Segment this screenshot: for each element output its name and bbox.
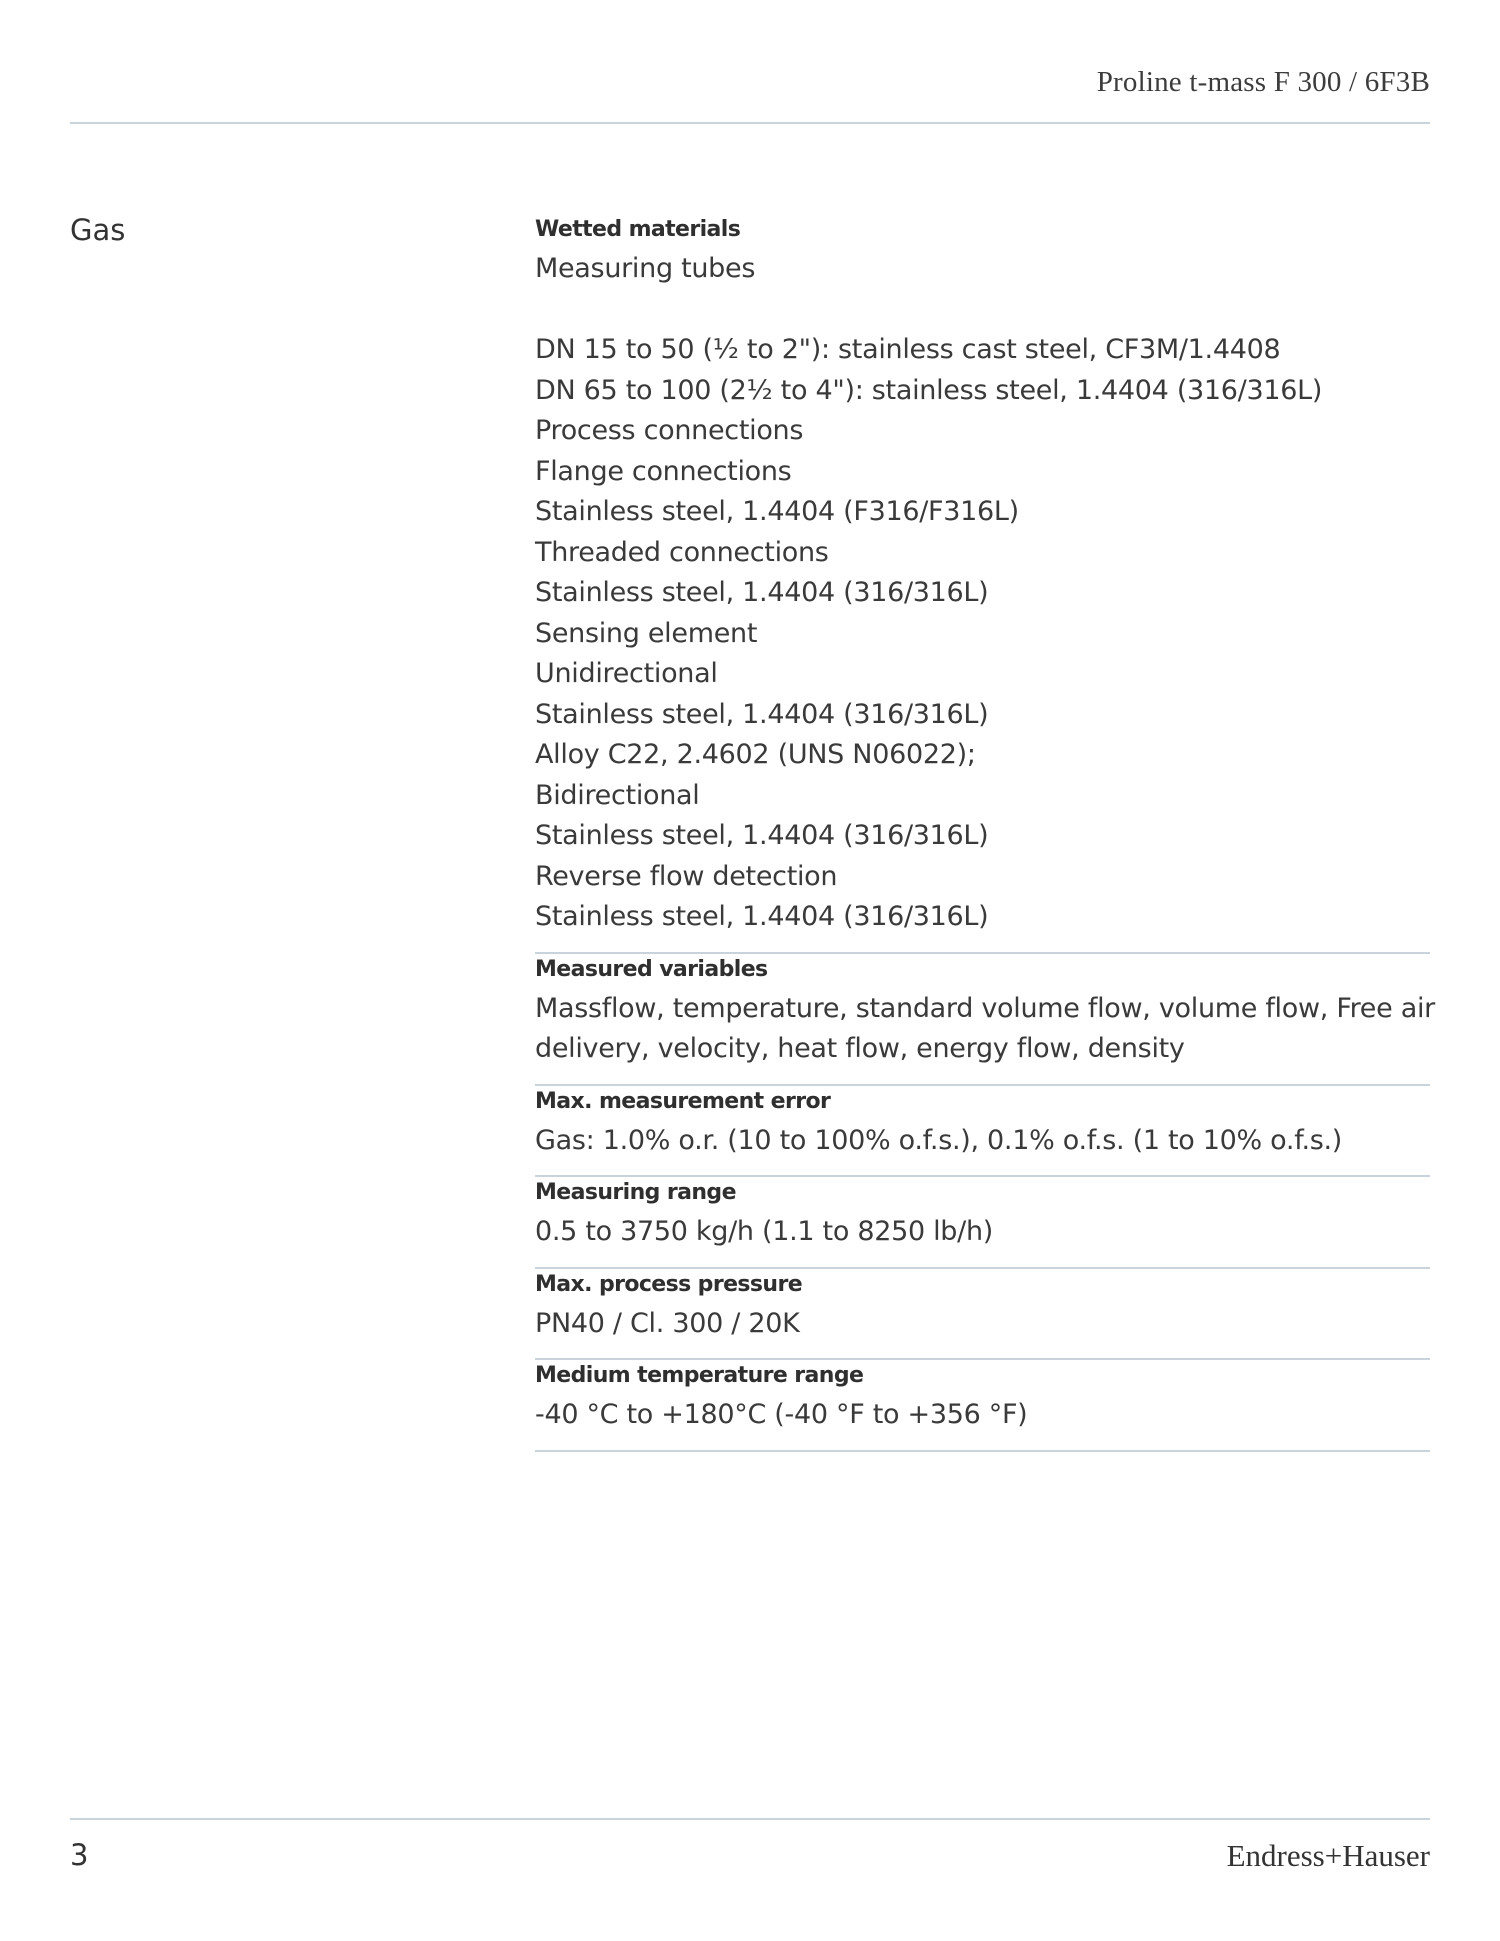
footer-divider — [70, 1818, 1430, 1820]
spec-line: Stainless steel, 1.4404 (316/316L) — [535, 901, 989, 932]
spec-line: Gas: 1.0% o.r. (10 to 100% o.f.s.), 0.1% o.f.s. (1 to 10% o.f.s.) — [535, 1124, 1343, 1156]
spec-title: Measuring range — [535, 1180, 736, 1205]
spec-line: Alloy C22, 2.4602 (UNS N06022); — [535, 739, 976, 770]
spec-line: Sensing element — [535, 617, 758, 649]
spec-line: PN40 / Cl. 300 / 20K — [535, 1307, 800, 1339]
spec-block-wetted-materials — [535, 214, 1430, 952]
brand-logo-text: Endress+Hauser — [1226, 1838, 1430, 1873]
spec-line: 0.5 to 3750 kg/h (1.1 to 8250 lb/h) — [535, 1216, 993, 1247]
spec-title: Max. measurement error — [535, 1088, 831, 1114]
specifications-content — [535, 214, 1435, 1452]
spec-line: Bidirectional — [535, 779, 700, 811]
spec-title: Measured variables — [535, 956, 768, 982]
spec-line: Unidirectional — [535, 658, 718, 689]
spec-block-max-measurement-error — [535, 1086, 1430, 1176]
spec-line: Massflow, temperature, standard volume flow, volume flow, Free air — [535, 992, 1435, 1024]
spec-title: Max. process pressure — [535, 1271, 803, 1297]
spec-line: Stainless steel, 1.4404 (316/316L) — [535, 820, 989, 851]
spec-line: Stainless steel, 1.4404 (F316/F316L) — [535, 496, 1019, 527]
spec-block-medium-temperature-range — [535, 1360, 1430, 1450]
spec-block-max-process-pressure — [535, 1269, 1430, 1359]
spec-line: Threaded connections — [535, 536, 829, 568]
page-number: 3 — [70, 1838, 89, 1872]
spec-line: -40 °C to +180°C (-40 °F to +356 °F) — [535, 1399, 1028, 1430]
spec-line: DN 15 to 50 (½ to 2"): stainless cast steel, CF3M/1.4408 — [535, 334, 1281, 365]
spec-line: Reverse flow detection — [535, 860, 838, 892]
spec-line: Process connections — [535, 415, 804, 446]
spec-block-measuring-range — [535, 1177, 1430, 1267]
spec-line: Stainless steel, 1.4404 (316/316L) — [535, 577, 989, 608]
spec-line: delivery, velocity, heat flow, energy flow, density — [535, 1033, 1185, 1064]
blank-line — [535, 290, 1430, 331]
spec-title: Medium temperature range — [535, 1363, 864, 1388]
header-divider — [70, 122, 1430, 124]
spec-line: Measuring tubes — [535, 253, 756, 284]
spec-block-measured-variables — [535, 954, 1435, 1084]
document-header-title: Proline t-mass F 300 / 6F3B — [1096, 66, 1430, 98]
spec-title: Wetted materials — [535, 217, 741, 242]
spec-line: Flange connections — [535, 455, 792, 487]
spec-line: Stainless steel, 1.4404 (316/316L) — [535, 698, 989, 730]
section-label: Gas — [70, 213, 126, 247]
spec-line: DN 65 to 100 (2½ to 4"): stainless steel, 1.4404 (316/316L) — [535, 374, 1323, 406]
section-divider — [535, 1450, 1430, 1452]
